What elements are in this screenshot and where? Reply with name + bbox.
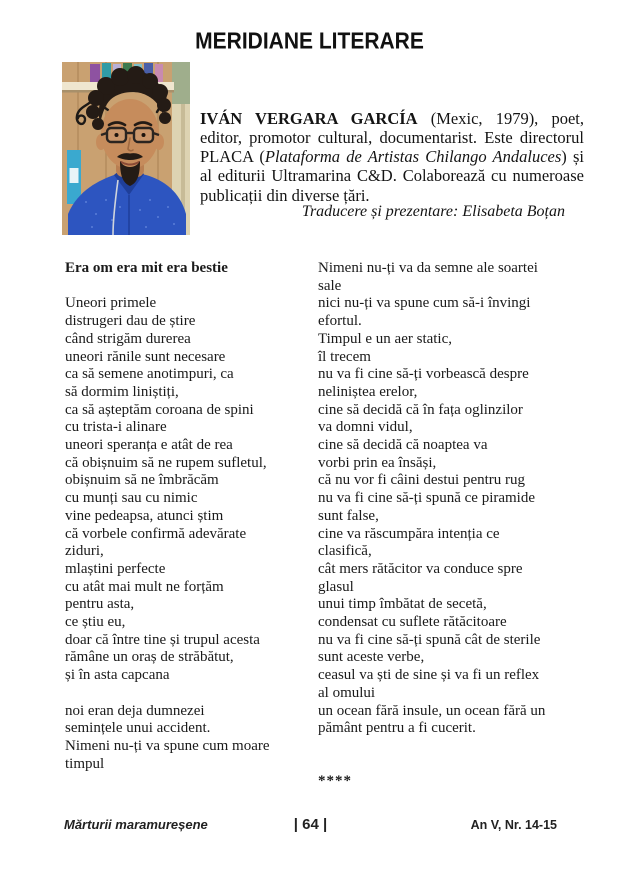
poem-line: Nimeni nu-ți va da semne ale soartei [318,260,538,276]
page-title: MERIDIANE LITERARE [195,29,424,54]
author-name: IVÁN VERGARA GARCÍA [200,108,418,128]
poem-line: uneori speranța e atât de rea [65,437,233,454]
bio-text-2: ) și al editurii Ultramarina C&D. Colaborează cu numeroase publicații din diverse țări. [200,147,584,205]
poem-line: îl trecem [318,348,371,365]
poem-line: doar că între tine și trupul acesta [65,631,260,648]
poem-line: distrugeri dau de știre [65,313,196,330]
poem-line: nu va fi cine să-ți vorbească despre [318,366,529,383]
poem-line [65,685,317,703]
poem-line: efortul. [318,313,362,330]
poem-line: nu va fi cine să-ți spună cât de sterile [318,631,541,648]
poem-line: semințele unui accident. [65,720,211,737]
poem-line: cine să decidă că noaptea va [318,437,488,454]
author-bio [200,109,584,205]
poem-column-right [318,260,584,791]
bio-text-1: (Mexic, 1979), poet, editor, promotor cultural, documentarist. Este directorul PLACA ( [200,108,584,167]
poem-line: pentru asta, [65,596,135,613]
poem-line: cine va răscumpăra intenția ce [318,525,500,542]
poem-line: Uneori primele [65,295,157,312]
poem-line: condensat cu suflete rătăcitoare [318,614,507,631]
poem-line: clasifică, [318,543,372,560]
poem-title: Era om era mit era bestie [65,260,228,276]
page-footer [64,816,557,833]
poem-line: timpul [65,755,105,772]
poem-line: sunt false, [318,507,379,524]
poem-line: cu trista-i alinare [65,419,167,436]
footer-issue: An V, Nr. 14-15 [470,818,557,832]
poem-line: că nu vor fi câini destui pentru rug [318,472,526,489]
poem-line: un ocean fără insule, un ocean fără un [318,702,546,719]
poem-line: pământ pentru a fi cucerit. [318,720,476,737]
poem-line: rămâne un oraș de străbătut, [65,649,234,666]
poem-line: vine pedeapsa, atunci știm [65,507,224,524]
poem-line: și în asta capcana [65,667,170,684]
poem-line: că vorbele confirmă adevărate [65,525,247,542]
poem-line: glasul [318,578,354,595]
poem-line: neliniștea erelor, [318,383,418,400]
poem-line: Timpul e un aer static, [318,330,453,347]
poem-line: nici nu-ți va spune cum să-i învingi [318,295,531,312]
translator-credit: Traducere și prezentare: Elisabeta Boțan [301,203,565,220]
author-photo [62,62,190,235]
poem-line: cine să decidă că în fața oglinzilor [318,401,523,418]
poem-line: cu atât mai mult ne forțăm [65,578,224,595]
poem-line: ziduri, [65,543,104,560]
poem-line: că obișnuim să ne rupem sufletul, [65,454,267,471]
footer-page-number: | 64 | [293,816,328,833]
poem-left-lines [65,295,317,773]
poem-line: ca să așteptăm coroana de spini [65,401,254,418]
poem-line: noi eran deja dumnezei [65,702,205,719]
poem-line: ca să semene anotimpuri, ca [65,366,234,383]
poem-end-mark: **** [318,773,352,790]
poem-column-left [65,260,317,773]
poem-line: al omului [318,684,376,701]
poem-line: unui timp îmbătat de secetă, [318,596,487,613]
poem-line: sale [318,277,342,294]
poem-line: vorbi prin ea însăși, [318,454,437,471]
author-photo-illustration [62,62,190,235]
footer-journal-name: Mărturii maramureșene [64,817,208,832]
poem-line: să dormim liniștiți, [65,383,179,400]
poem-line: cât mers rătăcitor va conduce spre [318,560,523,577]
poem-line: ceasul va ști de sine și va fi un reflex [318,667,540,684]
poem-right-lines [318,260,584,773]
poem-line: mlaștini perfecte [65,560,166,577]
poem-line: cu munți sau cu nimic [65,490,198,507]
poem-line: sunt aceste verbe, [318,649,425,666]
poem-line: nu va fi cine să-ți spună ce piramide [318,490,536,507]
poem-line: Nimeni nu-ți va spune cum moare [65,737,270,754]
poem-line: va domni vidul, [318,419,413,436]
poem-line: ce știu eu, [65,614,126,631]
poem-line [318,738,584,756]
poem-line: obișnuim să ne îmbrăcăm [65,472,219,489]
bio-platform-name: Plataforma de Artistas Chilango Andaluces [264,147,562,167]
poem-line [318,756,584,774]
poem-line: când strigăm durerea [65,330,191,347]
poem-line: uneori rănile sunt necesare [65,348,226,365]
